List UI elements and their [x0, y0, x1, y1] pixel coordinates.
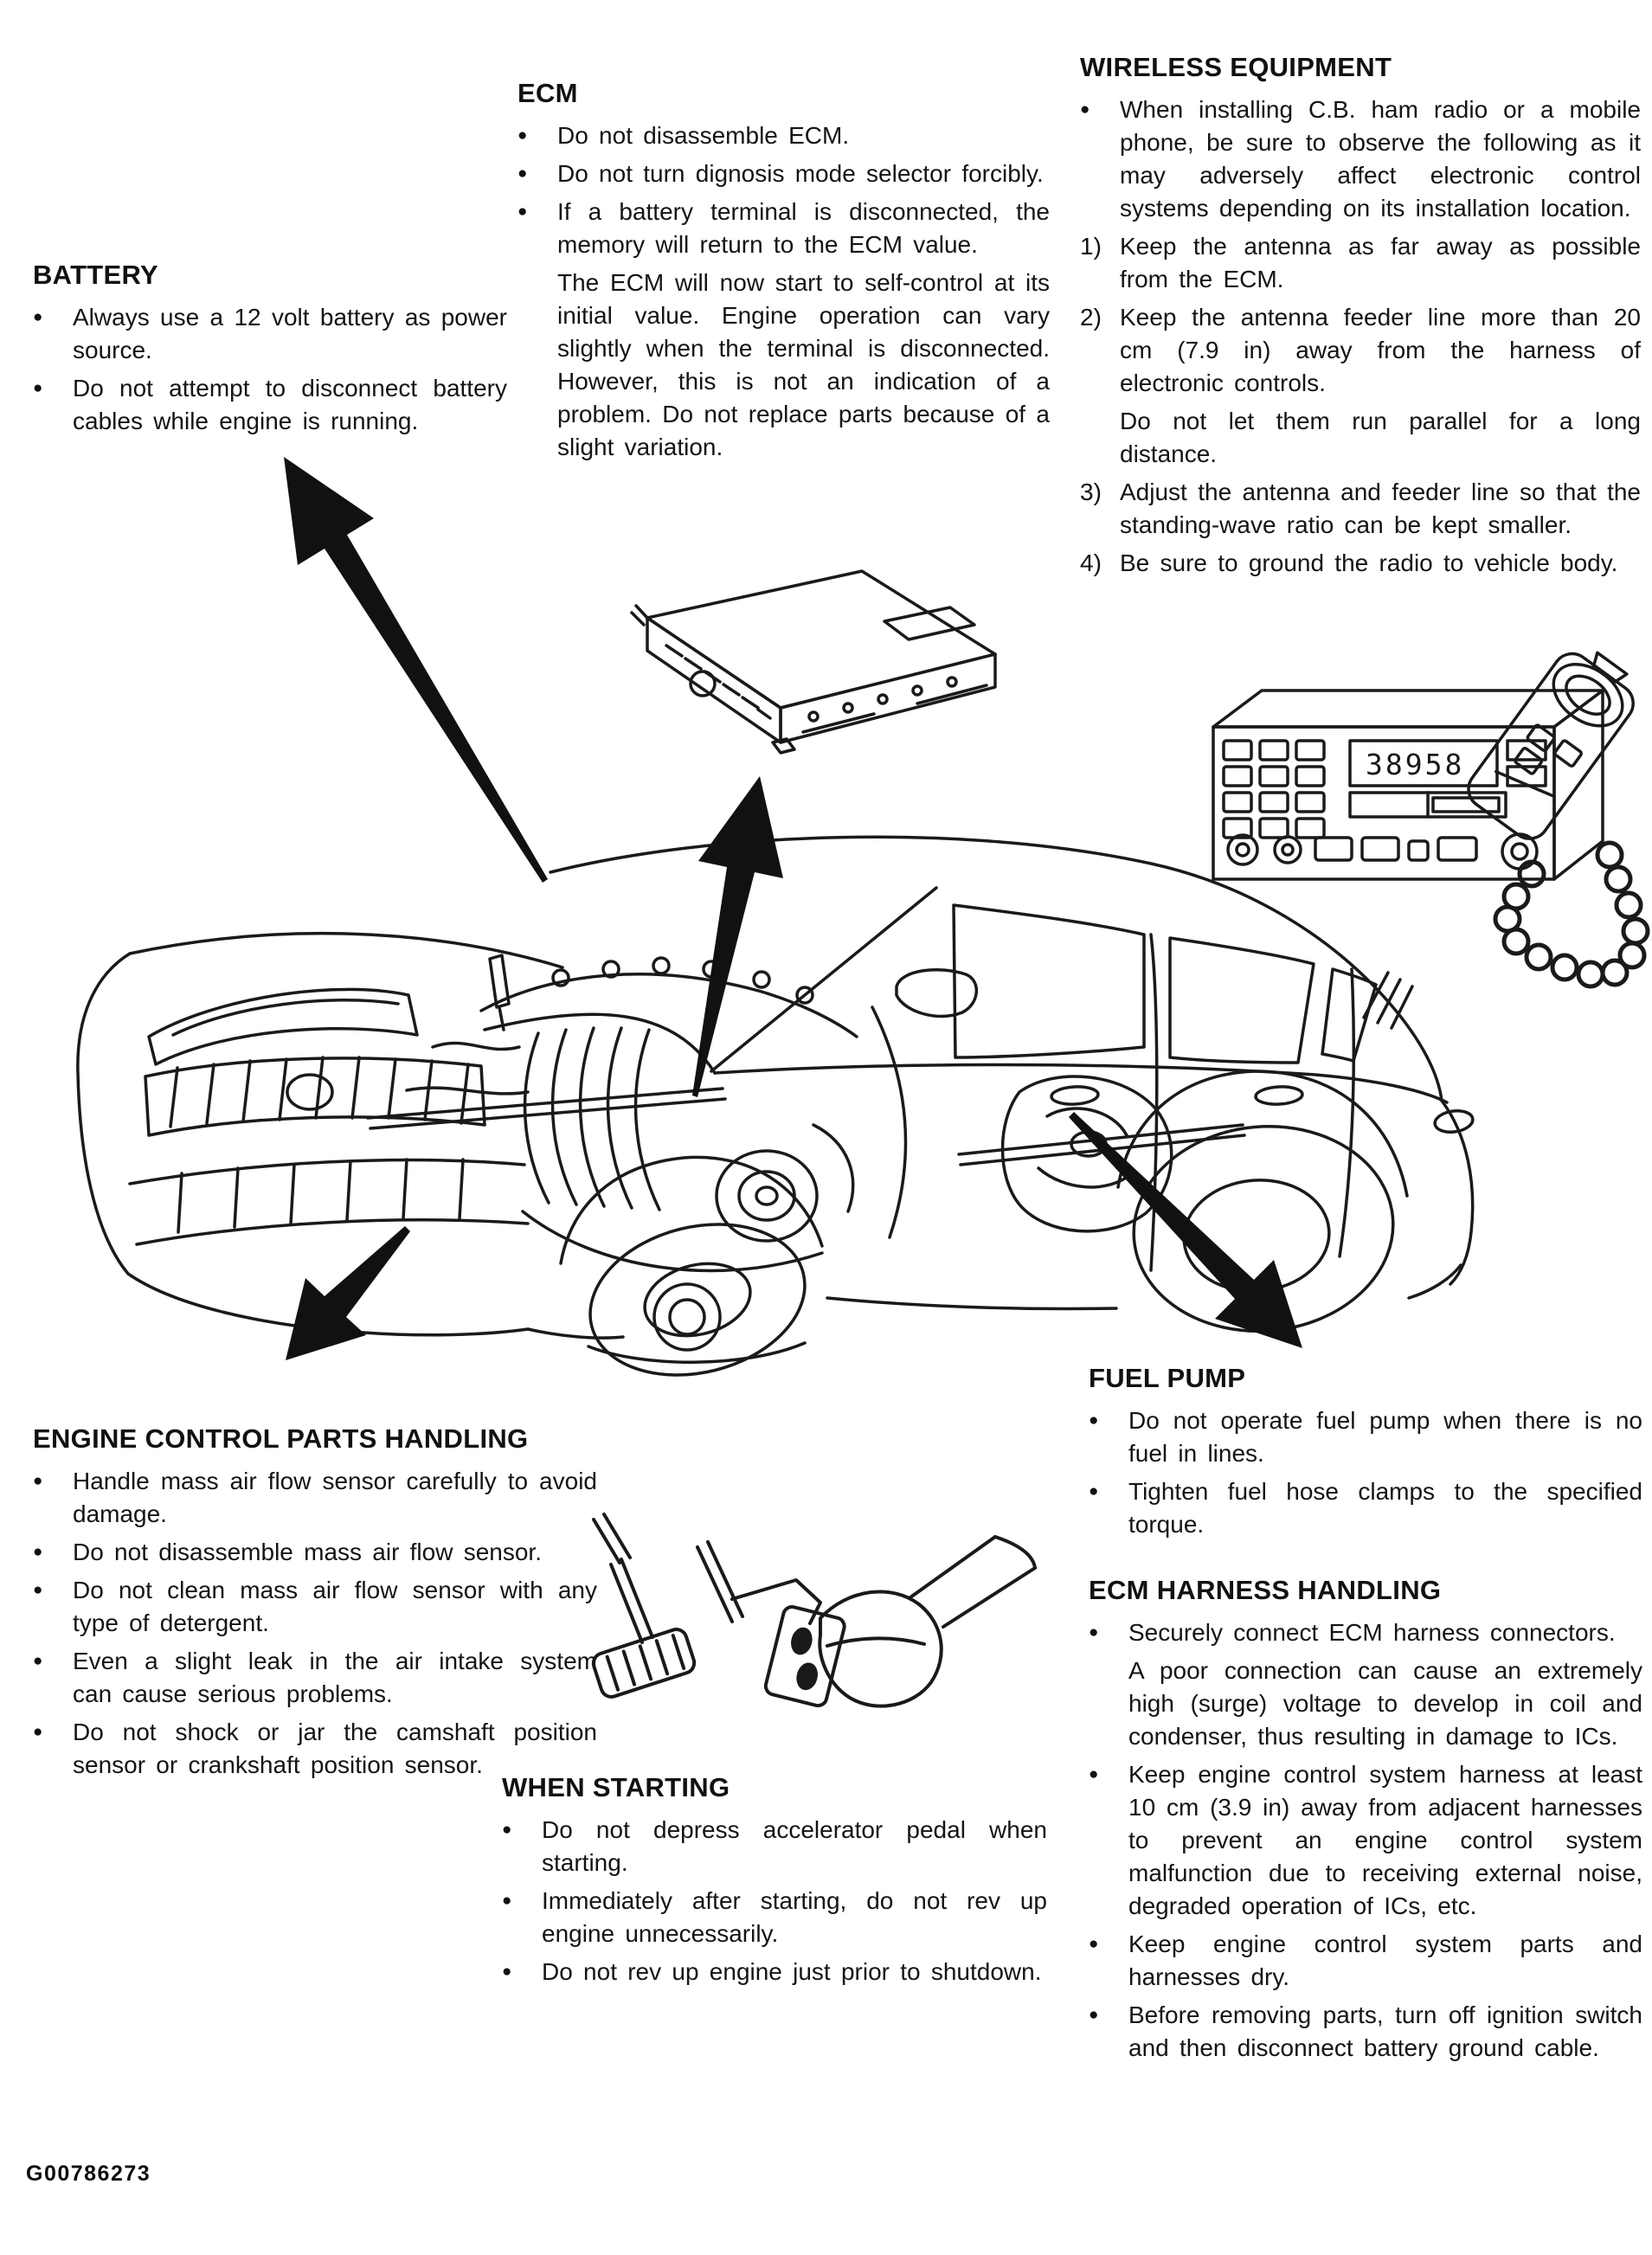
battery-item-text: Always use a 12 volt battery as power source.: [73, 304, 507, 363]
engine-parts-item-text: Even a slight leak in the air intake system can cause serious problems.: [73, 1648, 597, 1707]
bullet-marker: ●: [33, 1723, 43, 1741]
bullet-marker: ●: [1080, 100, 1090, 119]
ecm-harness-heading: ECM HARNESS HANDLING: [1089, 1575, 1442, 1605]
fuel-pump-item: [1089, 1475, 1642, 1541]
ecm-harness-item-text: Securely connect ECM harness connectors.: [1128, 1619, 1616, 1646]
empty-marker: [1080, 405, 1120, 471]
engine-parts-item: [33, 1574, 597, 1640]
wireless-item-continuation: [1080, 405, 1641, 471]
wireless-item-text: Do not let them run parallel for a long distance.: [1120, 408, 1641, 467]
ecm-harness-item-text: Keep engine control system harness at least 10 cm (3.9 in) away from adjacent harnesses to prevent an engine control system malfunction due to receiving external noise, degraded operation of ICs, etc.: [1128, 1761, 1642, 1919]
cb-radio-illustration: [1213, 636, 1648, 986]
bullet-marker: ●: [517, 164, 528, 183]
radio-display-text: 38958: [1366, 748, 1465, 781]
when-starting-item-text: Immediately after starting, do not rev up engine unnecessarily.: [542, 1887, 1047, 1947]
bullet-marker: ●: [33, 1652, 43, 1670]
fuel-pump-item-text: Tighten fuel hose clamps to the specified torque.: [1128, 1478, 1642, 1538]
bullet-marker: ●: [33, 379, 43, 397]
ecm-item: [517, 196, 1050, 261]
pedals-illustration: [591, 1514, 1035, 1707]
engine-parts-heading: ENGINE CONTROL PARTS HANDLING: [33, 1423, 529, 1454]
battery-arrow: [284, 457, 548, 883]
number-marker: 1): [1080, 233, 1102, 260]
bullet-marker: ●: [1089, 2006, 1099, 2024]
ecm-harness-item-text: A poor connection can cause an extremely high (surge) voltage to develop in coil and condenser, thus resulting in damage to ICs.: [1128, 1657, 1642, 1750]
battery-section: [33, 260, 507, 443]
ecm-item-continuation: [517, 267, 1050, 464]
wireless-item: [1080, 301, 1641, 400]
when-starting-item-text: Do not rev up engine just prior to shutdown.: [542, 1958, 1042, 1985]
engine-parts-item: [33, 1536, 597, 1569]
when-starting-heading: WHEN STARTING: [502, 1772, 730, 1802]
ecm-item-text: Do not turn dignosis mode selector forcibly.: [557, 160, 1044, 187]
empty-marker: [1089, 1654, 1128, 1753]
engine-parts-item: [33, 1645, 597, 1711]
engine-parts-item-text: Handle mass air flow sensor carefully to avoid damage.: [73, 1468, 597, 1527]
ecm-harness-section: [1089, 1575, 1642, 2070]
ecm-section: [517, 78, 1050, 469]
figure-code: G00786273: [26, 2162, 151, 2186]
bullet-marker: ●: [1089, 1411, 1099, 1429]
bullet-marker: ●: [1089, 1623, 1099, 1641]
wireless-item: [1080, 476, 1641, 542]
ecm-heading: ECM: [517, 78, 578, 108]
bullet-marker: ●: [33, 1472, 43, 1490]
number-marker: 4): [1080, 549, 1102, 576]
battery-heading: BATTERY: [33, 260, 159, 290]
when-starting-item: [502, 1956, 1047, 1988]
bullet-marker: ●: [1089, 1765, 1099, 1783]
ecm-item-text: The ECM will now start to self-control at its initial value. Engine operation can vary slightly when the terminal is disconnected. However, this is not an indication of a problem. Do not replace parts because of a slight variation.: [557, 269, 1050, 460]
bullet-marker: ●: [33, 1581, 43, 1599]
ecm-harness-item: [1089, 1999, 1642, 2065]
when-starting-item-text: Do not depress accelerator pedal when starting.: [542, 1816, 1047, 1876]
battery-item: [33, 372, 507, 438]
engine-parts-arrow: [286, 1226, 410, 1360]
when-starting-item: [502, 1814, 1047, 1879]
wireless-section: [1080, 52, 1641, 585]
bullet-marker: ●: [517, 202, 528, 221]
bullet-marker: ●: [33, 308, 43, 326]
battery-item-text: Do not attempt to disconnect battery cables while engine is running.: [73, 375, 507, 434]
ecm-harness-item-text: Keep engine control system parts and harnesses dry.: [1128, 1931, 1642, 1990]
wireless-item-text: When installing C.B. ham radio or a mobile phone, be sure to observe the following as it may adversely affect electronic control systems depending on its installation location.: [1120, 96, 1641, 222]
bullet-marker: ●: [1089, 1935, 1099, 1953]
bullet-marker: ●: [33, 1543, 43, 1561]
when-starting-item: [502, 1885, 1047, 1950]
wireless-item: [1080, 230, 1641, 296]
ecm-harness-item: [1089, 1758, 1642, 1923]
ecm-item-text: If a battery terminal is disconnected, the memory will return to the ECM value.: [557, 198, 1050, 258]
ecm-harness-item: [1089, 1616, 1642, 1649]
ecm-item-text: Do not disassemble ECM.: [557, 122, 850, 149]
number-marker: 3): [1080, 479, 1102, 505]
wireless-item-text: Keep the antenna feeder line more than 20 cm (7.9 in) away from the harness of electronic controls.: [1120, 304, 1641, 396]
wireless-item-text: Adjust the antenna and feeder line so that the standing-wave ratio can be kept smaller.: [1120, 479, 1641, 538]
wireless-heading: WIRELESS EQUIPMENT: [1080, 52, 1392, 82]
fuel-pump-item-text: Do not operate fuel pump when there is no fuel in lines.: [1128, 1407, 1642, 1467]
ecm-item: [517, 157, 1050, 190]
wireless-item-text: Keep the antenna as far away as possible from the ECM.: [1120, 233, 1641, 292]
battery-item: [33, 301, 507, 367]
wireless-item-text: Be sure to ground the radio to vehicle body.: [1120, 549, 1618, 576]
ecm-harness-item: [1089, 1928, 1642, 1994]
bullet-marker: ●: [502, 1963, 512, 1981]
ecm-harness-item-continuation: [1089, 1654, 1642, 1753]
engine-parts-item-text: Do not clean mass air flow sensor with any type of detergent.: [73, 1577, 597, 1636]
ecm-module-illustration: [632, 571, 995, 753]
wireless-item: [1080, 547, 1641, 580]
when-starting-section: [502, 1772, 1047, 1994]
ecm-item: [517, 119, 1050, 152]
fuel-pump-item: [1089, 1404, 1642, 1470]
number-marker: 2): [1080, 304, 1102, 331]
fuel-pump-heading: FUEL PUMP: [1089, 1363, 1246, 1393]
bullet-marker: ●: [502, 1821, 512, 1839]
ecm-harness-item-text: Before removing parts, turn off ignition switch and then disconnect battery ground cable.: [1128, 2001, 1642, 2061]
bullet-marker: ●: [1089, 1482, 1099, 1500]
wireless-item: [1080, 93, 1641, 225]
engine-parts-item-text: Do not shock or jar the camshaft position sensor or crankshaft position sensor.: [73, 1719, 597, 1778]
bullet-marker: ●: [517, 126, 528, 145]
fuel-pump-section: [1089, 1363, 1642, 1546]
engine-parts-item-text: Do not disassemble mass air flow sensor.: [73, 1539, 542, 1565]
engine-parts-item: [33, 1465, 597, 1531]
engine-parts-section: [33, 1423, 597, 1787]
empty-marker: [517, 267, 557, 464]
bullet-marker: ●: [502, 1892, 512, 1910]
